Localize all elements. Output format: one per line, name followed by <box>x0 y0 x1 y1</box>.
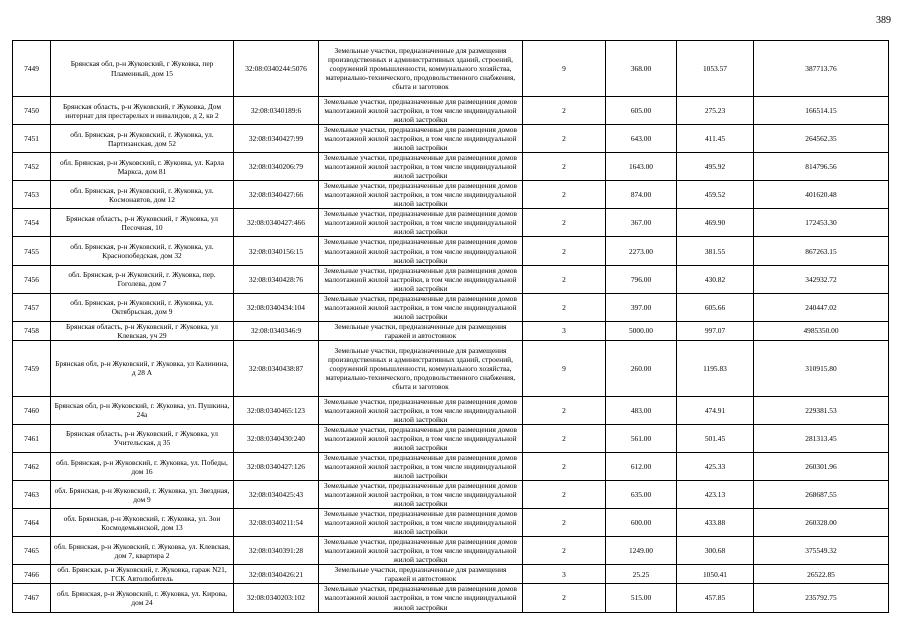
group-code-cell: 9 <box>523 340 606 396</box>
group-code-cell: 2 <box>523 509 606 537</box>
land-use-cell: Земельные участки, предназначенные для размещения домов малоэтажной жилой застройки, в том числе индивидуальной жилой застройки <box>319 293 523 321</box>
address-cell: обл. Брянская, р-н Жуковский, г. Жуковка, ул. Звездная, дом 9 <box>51 481 234 509</box>
land-use-cell: Земельные участки, предназначенные для размещения домов малоэтажной жилой застройки, в том числе индивидуальной жилой застройки <box>319 265 523 293</box>
land-use-cell: Земельные участки, предназначенные для размещения домов малоэтажной жилой застройки, в том числе индивидуальной жилой застройки <box>319 584 523 612</box>
specific-value-cell: 275.23 <box>677 97 754 125</box>
specific-value-cell: 469.90 <box>677 209 754 237</box>
land-use-cell: Земельные участки, предназначенные для размещения гаражей и автостоянок <box>319 565 523 584</box>
cadastral-number-cell: 32:08:0340438:87 <box>234 340 319 396</box>
cadastral-value-cell: 264562.35 <box>754 125 889 153</box>
group-code-cell: 2 <box>523 237 606 265</box>
address-cell: Брянская область, р-н Жуковский, г Жуковка, Дом интернат для престарелых и инвалидов, д 2, кв 2 <box>51 97 234 125</box>
specific-value-cell: 300.68 <box>677 537 754 565</box>
area-cell: 483.00 <box>606 396 677 424</box>
table-row <box>13 396 889 424</box>
area-cell: 605.00 <box>606 97 677 125</box>
group-code-cell: 2 <box>523 153 606 181</box>
cadastral-number-cell: 32:08:0340156:15 <box>234 237 319 265</box>
area-cell: 1249.00 <box>606 537 677 565</box>
land-use-cell: Земельные участки, предназначенные для размещения домов малоэтажной жилой застройки, в том числе индивидуальной жилой застройки <box>319 537 523 565</box>
cadastral-number-cell: 32:08:0340427:126 <box>234 453 319 481</box>
area-cell: 874.00 <box>606 181 677 209</box>
land-use-cell: Земельные участки, предназначенные для размещения гаражей и автостоянок <box>319 321 523 340</box>
group-code-cell: 2 <box>523 209 606 237</box>
cadastral-value-cell: 814796.56 <box>754 153 889 181</box>
specific-value-cell: 381.55 <box>677 237 754 265</box>
address-cell: обл. Брянская, р-н Жуковский, г. Жуковка, ул. Кирова, дом 24 <box>51 584 234 612</box>
table-row <box>13 565 889 584</box>
cadastral-value-cell: 268687.55 <box>754 481 889 509</box>
table-row <box>13 340 889 396</box>
cadastral-value-cell: 260301.96 <box>754 453 889 481</box>
row-number: 7456 <box>13 265 51 293</box>
area-cell: 2273.00 <box>606 237 677 265</box>
address-cell: Брянская обл, р-н Жуковский, г. Жуковка, ул. Пушкина, 24а <box>51 396 234 424</box>
area-cell: 643.00 <box>606 125 677 153</box>
row-number: 7460 <box>13 396 51 424</box>
group-code-cell: 2 <box>523 584 606 612</box>
specific-value-cell: 1053.57 <box>677 41 754 97</box>
area-cell: 260.00 <box>606 340 677 396</box>
page-number: 389 <box>876 15 891 26</box>
table-row <box>13 153 889 181</box>
group-code-cell: 2 <box>523 125 606 153</box>
row-number: 7455 <box>13 237 51 265</box>
area-cell: 600.00 <box>606 509 677 537</box>
table-row <box>13 509 889 537</box>
cadastral-number-cell: 32:08:0340427:99 <box>234 125 319 153</box>
address-cell: обл. Брянская, р-н Жуковский, г. Жуковка, ул. Октябрьская, дом 9 <box>51 293 234 321</box>
cadastral-value-cell: 310915.80 <box>754 340 889 396</box>
cadastral-number-cell: 32:08:0340428:76 <box>234 265 319 293</box>
land-use-cell: Земельные участки, предназначенные для размещения домов малоэтажной жилой застройки, в том числе индивидуальной жилой застройки <box>319 181 523 209</box>
specific-value-cell: 605.66 <box>677 293 754 321</box>
table-row <box>13 537 889 565</box>
land-use-cell: Земельные участки, предназначенные для размещения производственных и административных зданий, строений, сооружений промышленности, коммунального хозяйства, материально-технического, продовольственного снабжения, сбыта и заготовок <box>319 41 523 97</box>
land-use-cell: Земельные участки, предназначенные для размещения домов малоэтажной жилой застройки, в том числе индивидуальной жилой застройки <box>319 424 523 452</box>
address-cell: Брянская область, р-н Жуковский, г Жуковка, ул Учительская, д 35 <box>51 424 234 452</box>
row-number: 7463 <box>13 481 51 509</box>
cadastral-number-cell: 32:08:0340430:240 <box>234 424 319 452</box>
area-cell: 5000.00 <box>606 321 677 340</box>
table-row <box>13 321 889 340</box>
cadastral-value-cell: 26522.85 <box>754 565 889 584</box>
row-number: 7461 <box>13 424 51 452</box>
specific-value-cell: 457.85 <box>677 584 754 612</box>
specific-value-cell: 474.91 <box>677 396 754 424</box>
specific-value-cell: 411.45 <box>677 125 754 153</box>
group-code-cell: 3 <box>523 565 606 584</box>
address-cell: обл. Брянская, р-н Жуковский, г. Жуковка, пер. Гоголева, дом 7 <box>51 265 234 293</box>
row-number: 7465 <box>13 537 51 565</box>
table-row <box>13 584 889 612</box>
address-cell: Брянская область, р-н Жуковский, г Жуковка, ул Клевская, уч 29 <box>51 321 234 340</box>
table-row <box>13 209 889 237</box>
land-use-cell: Земельные участки, предназначенные для размещения домов малоэтажной жилой застройки, в том числе индивидуальной жилой застройки <box>319 209 523 237</box>
area-cell: 635.00 <box>606 481 677 509</box>
address-cell: Брянская обл, р-н Жуковский, г Жуковка, ул Калинина, д 28 А <box>51 340 234 396</box>
group-code-cell: 2 <box>523 481 606 509</box>
area-cell: 367.00 <box>606 209 677 237</box>
cadastral-value-cell: 387713.76 <box>754 41 889 97</box>
land-use-cell: Земельные участки, предназначенные для размещения домов малоэтажной жилой застройки, в том числе индивидуальной жилой застройки <box>319 509 523 537</box>
area-cell: 515.00 <box>606 584 677 612</box>
table-row <box>13 237 889 265</box>
address-cell: Брянская область, р-н Жуковский, г Жуковка, ул Песочная, 10 <box>51 209 234 237</box>
group-code-cell: 2 <box>523 293 606 321</box>
cadastral-value-cell: 867263.15 <box>754 237 889 265</box>
cadastral-number-cell: 32:08:0340206:79 <box>234 153 319 181</box>
cadastral-value-cell: 281313.45 <box>754 424 889 452</box>
cadastral-number-cell: 32:08:0340434:104 <box>234 293 319 321</box>
group-code-cell: 3 <box>523 321 606 340</box>
cadastral-value-cell: 229381.53 <box>754 396 889 424</box>
cadastral-number-cell: 32:08:0340346:9 <box>234 321 319 340</box>
group-code-cell: 2 <box>523 181 606 209</box>
area-cell: 561.00 <box>606 424 677 452</box>
specific-value-cell: 433.88 <box>677 509 754 537</box>
address-cell: обл. Брянская, р-н Жуковский, г. Жуковка, ул. Зои Космодемьянской, дом 13 <box>51 509 234 537</box>
address-cell: обл. Брянская, р-н Жуковский, г. Жуковка, ул. Клевская, дом 7, квартира 2 <box>51 537 234 565</box>
row-number: 7466 <box>13 565 51 584</box>
cadastral-value-cell: 260328.00 <box>754 509 889 537</box>
specific-value-cell: 501.45 <box>677 424 754 452</box>
table-row <box>13 293 889 321</box>
group-code-cell: 2 <box>523 424 606 452</box>
group-code-cell: 9 <box>523 41 606 97</box>
row-number: 7467 <box>13 584 51 612</box>
land-use-cell: Земельные участки, предназначенные для размещения домов малоэтажной жилой застройки, в том числе индивидуальной жилой застройки <box>319 153 523 181</box>
row-number: 7458 <box>13 321 51 340</box>
cadastral-number-cell: 32:08:0340426:21 <box>234 565 319 584</box>
land-use-cell: Земельные участки, предназначенные для размещения домов малоэтажной жилой застройки, в том числе индивидуальной жилой застройки <box>319 97 523 125</box>
table-row <box>13 481 889 509</box>
specific-value-cell: 423.13 <box>677 481 754 509</box>
row-number: 7451 <box>13 125 51 153</box>
cadastral-number-cell: 32:08:0340425:43 <box>234 481 319 509</box>
cadastral-value-cell: 401620.48 <box>754 181 889 209</box>
table-row <box>13 181 889 209</box>
specific-value-cell: 997.07 <box>677 321 754 340</box>
specific-value-cell: 1195.83 <box>677 340 754 396</box>
address-cell: обл. Брянская, р-н Жуковский, г. Жуковка, ул. Победы, дом 16 <box>51 453 234 481</box>
group-code-cell: 2 <box>523 265 606 293</box>
land-use-cell: Земельные участки, предназначенные для размещения домов малоэтажной жилой застройки, в том числе индивидуальной жилой застройки <box>319 125 523 153</box>
cadastral-number-cell: 32:08:0340465:123 <box>234 396 319 424</box>
group-code-cell: 2 <box>523 453 606 481</box>
cadastral-number-cell: 32:08:0340203:102 <box>234 584 319 612</box>
area-cell: 397.00 <box>606 293 677 321</box>
group-code-cell: 2 <box>523 537 606 565</box>
address-cell: обл. Брянская, р-н Жуковский, г. Жуковка, ул. Партизанская, дом 52 <box>51 125 234 153</box>
row-number: 7452 <box>13 153 51 181</box>
row-number: 7462 <box>13 453 51 481</box>
row-number: 7450 <box>13 97 51 125</box>
address-cell: обл. Брянская, р-н Жуковский, г. Жуковка, ул. Краснопобедская, дом 32 <box>51 237 234 265</box>
table-row <box>13 97 889 125</box>
specific-value-cell: 495.92 <box>677 153 754 181</box>
row-number: 7453 <box>13 181 51 209</box>
land-registry-table <box>12 40 889 613</box>
cadastral-number-cell: 32:08:0340391:28 <box>234 537 319 565</box>
area-cell: 25.25 <box>606 565 677 584</box>
row-number: 7464 <box>13 509 51 537</box>
specific-value-cell: 430.82 <box>677 265 754 293</box>
cadastral-value-cell: 166514.15 <box>754 97 889 125</box>
specific-value-cell: 1050.41 <box>677 565 754 584</box>
land-use-cell: Земельные участки, предназначенные для размещения домов малоэтажной жилой застройки, в том числе индивидуальной жилой застройки <box>319 237 523 265</box>
cadastral-number-cell: 32:08:0340427:66 <box>234 181 319 209</box>
table-row <box>13 125 889 153</box>
land-use-cell: Земельные участки, предназначенные для размещения домов малоэтажной жилой застройки, в том числе индивидуальной жилой застройки <box>319 453 523 481</box>
specific-value-cell: 459.52 <box>677 181 754 209</box>
address-cell: Брянская обл, р-н Жуковский, г Жуковка, пер Пламенный, дом 15 <box>51 41 234 97</box>
cadastral-value-cell: 172453.30 <box>754 209 889 237</box>
row-number: 7454 <box>13 209 51 237</box>
cadastral-number-cell: 32:08:0340244:5076 <box>234 41 319 97</box>
cadastral-value-cell: 342932.72 <box>754 265 889 293</box>
area-cell: 612.00 <box>606 453 677 481</box>
row-number: 7449 <box>13 41 51 97</box>
address-cell: обл. Брянская, р-н Жуковский, г. Жуковка, ул. Карла Маркса, дом 81 <box>51 153 234 181</box>
row-number: 7459 <box>13 340 51 396</box>
area-cell: 796.00 <box>606 265 677 293</box>
table-row <box>13 424 889 452</box>
group-code-cell: 2 <box>523 97 606 125</box>
table-row <box>13 453 889 481</box>
row-number: 7457 <box>13 293 51 321</box>
cadastral-number-cell: 32:08:0340189:6 <box>234 97 319 125</box>
cadastral-value-cell: 240447.02 <box>754 293 889 321</box>
address-cell: обл. Брянская, р-н Жуковский, г. Жуковка, гараж N21, ГСК Автолюбитель <box>51 565 234 584</box>
cadastral-value-cell: 375549.32 <box>754 537 889 565</box>
area-cell: 1643.00 <box>606 153 677 181</box>
table-row <box>13 265 889 293</box>
specific-value-cell: 425.33 <box>677 453 754 481</box>
land-use-cell: Земельные участки, предназначенные для размещения производственных и административных зданий, строений, сооружений промышленности, коммунального хозяйства, материально-технического, продовольственного снабжения, сбыта и заготовок <box>319 340 523 396</box>
area-cell: 368.00 <box>606 41 677 97</box>
land-use-cell: Земельные участки, предназначенные для размещения домов малоэтажной жилой застройки, в том числе индивидуальной жилой застройки <box>319 396 523 424</box>
group-code-cell: 2 <box>523 396 606 424</box>
table-row <box>13 41 889 97</box>
cadastral-value-cell: 235792.75 <box>754 584 889 612</box>
cadastral-number-cell: 32:08:0340211:54 <box>234 509 319 537</box>
cadastral-value-cell: 4985350.00 <box>754 321 889 340</box>
address-cell: обл. Брянская, р-н Жуковский, г. Жуковка, ул. Космонавтов, дом 12 <box>51 181 234 209</box>
cadastral-number-cell: 32:08:0340427:466 <box>234 209 319 237</box>
land-use-cell: Земельные участки, предназначенные для размещения домов малоэтажной жилой застройки, в том числе индивидуальной жилой застройки <box>319 481 523 509</box>
